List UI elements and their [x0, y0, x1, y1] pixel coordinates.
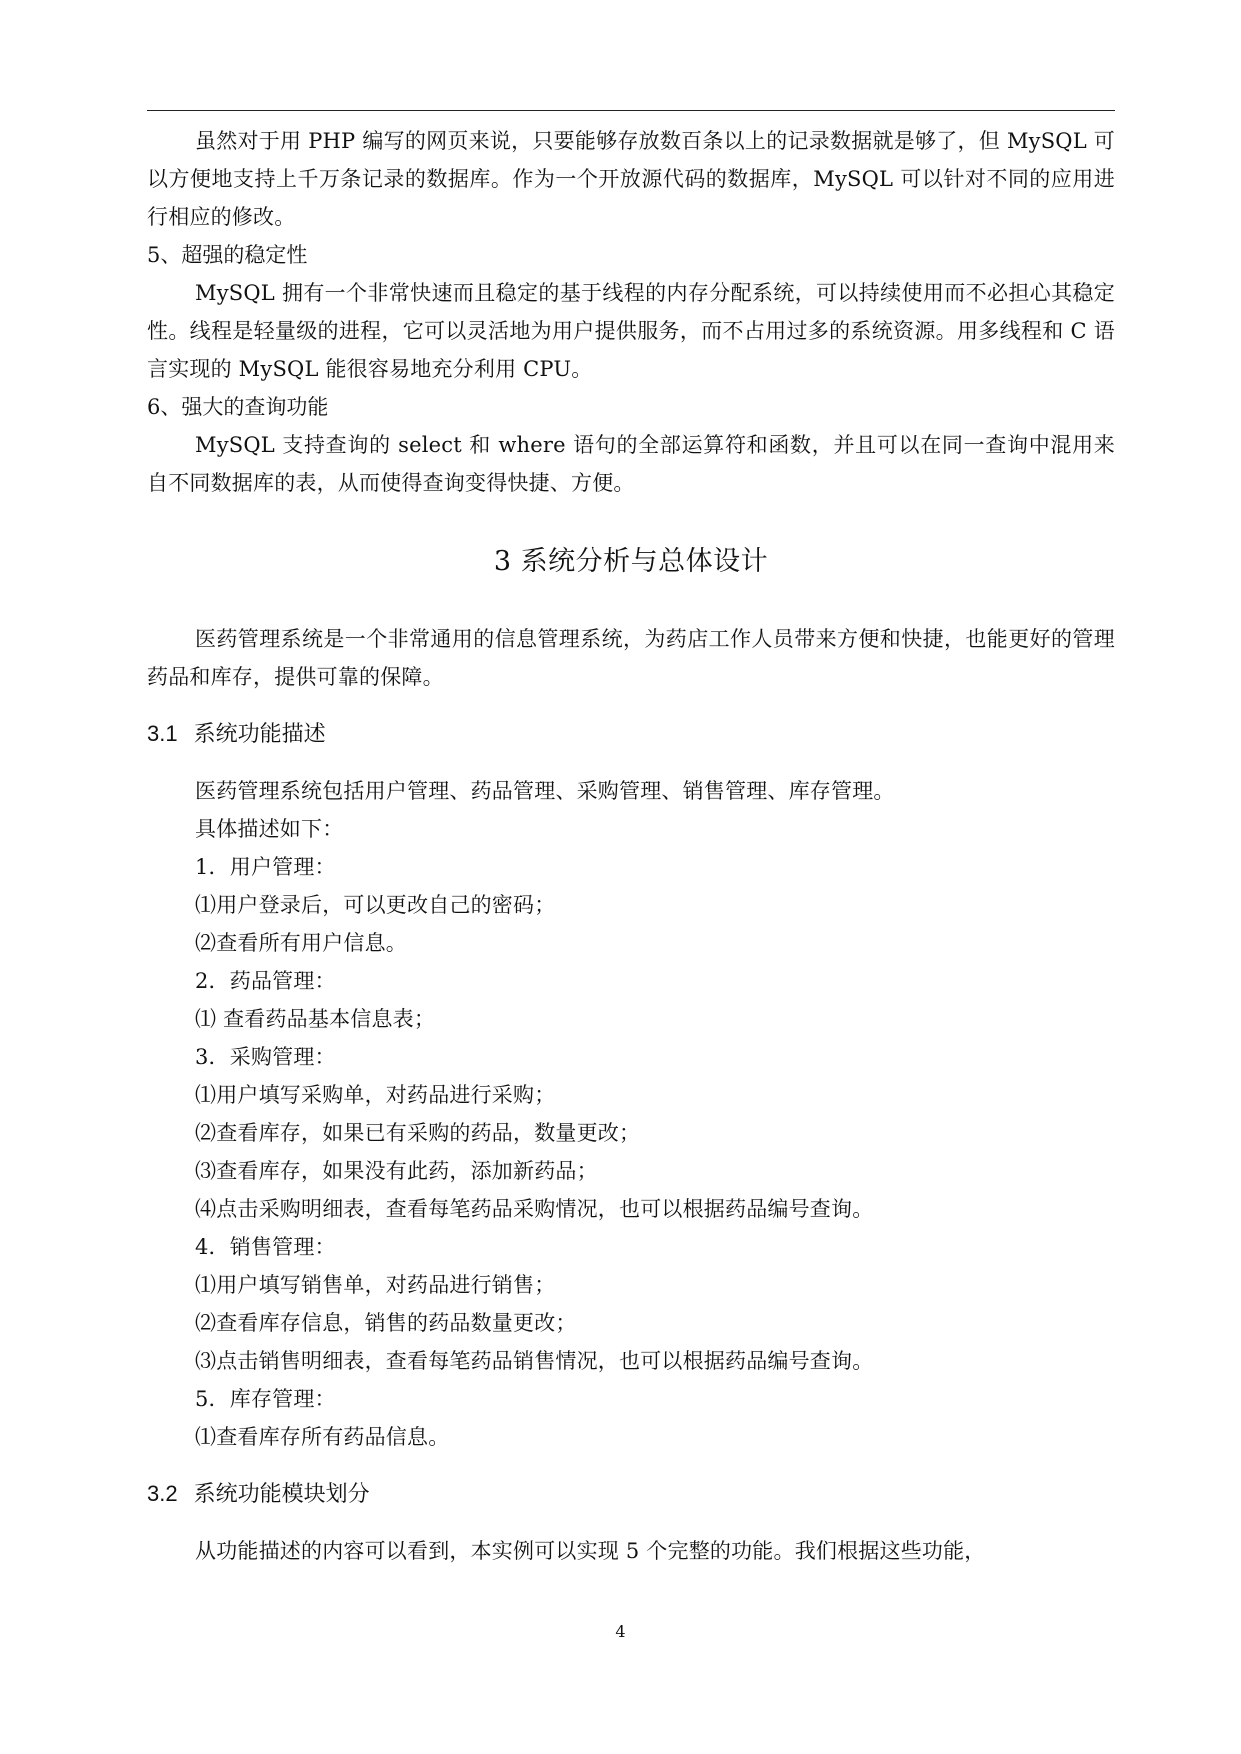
list-line: ⑴查看库存所有药品信息。: [195, 1425, 450, 1449]
paragraph-query: MySQL 支持查询的 select 和 where 语句的全部运算符和函数，并且可以在同一查询中混用来自不同数据库的表，从而使得查询变得快捷、方便。: [147, 433, 1115, 495]
list-line: ⑵查看库存，如果已有采购的药品，数量更改；: [195, 1121, 641, 1145]
list-line: 5．库存管理：: [195, 1387, 336, 1411]
list-line: ⑴用户登录后，可以更改自己的密码；: [195, 893, 556, 917]
list-line: ⑶点击销售明细表，查看每笔药品销售情况，也可以根据药品编号查询。: [195, 1349, 874, 1373]
page-body: [147, 122, 1115, 1570]
section-3-1-heading: [147, 716, 1115, 752]
section-number: 3.1: [147, 721, 178, 746]
list-line: 具体描述如下：: [195, 817, 344, 841]
chapter-intro: 医药管理系统是一个非常通用的信息管理系统，为药店工作人员带来方便和快捷，也能更好的管理药品和库存，提供可靠的保障。: [147, 627, 1115, 689]
section-number: 3.2: [147, 1481, 178, 1506]
section-3-2-heading: [147, 1476, 1115, 1512]
page-number: 4: [615, 1622, 626, 1641]
list-line: 4．销售管理：: [195, 1235, 336, 1259]
list-line: 3．采购管理：: [195, 1045, 336, 1069]
list-line: ⑵查看所有用户信息。: [195, 931, 407, 955]
list-line: ⑴用户填写采购单，对药品进行采购；: [195, 1083, 556, 1107]
list-line: ⑴ 查看药品基本信息表；: [195, 1007, 436, 1031]
paragraph-stability: MySQL 拥有一个非常快速而且稳定的基于线程的内存分配系统，可以持续使用而不必担心其稳定性。线程是轻量级的进程，它可以灵活地为用户提供服务，而不占用过多的系统资源。用多线程和 C 语言实现的 MySQL 能很容易地充分利用 CPU。: [147, 281, 1115, 381]
list-line: ⑴用户填写销售单，对药品进行销售；: [195, 1273, 556, 1297]
paragraph-mysql-capacity: 虽然对于用 PHP 编写的网页来说，只要能够存放数百条以上的记录数据就是够了，但 MySQL 可以方便地支持上千万条记录的数据库。作为一个开放源代码的数据库，MySQL 可以针对不同的应用进行相应的修改。: [147, 129, 1115, 229]
list-line: ⑶查看库存，如果没有此药，添加新药品；: [195, 1159, 598, 1183]
paragraph-modules: 从功能描述的内容可以看到，本实例可以实现 5 个完整的功能。我们根据这些功能，: [195, 1539, 986, 1563]
list-line: ⑷点击采购明细表，查看每笔药品采购情况，也可以根据药品编号查询。: [195, 1197, 874, 1221]
heading-query: 6、强大的查询功能: [147, 395, 329, 419]
section-title: 系统功能模块划分: [193, 1481, 370, 1506]
section-title: 系统功能描述: [193, 721, 326, 746]
list-line: 1．用户管理：: [195, 855, 336, 879]
heading-stability: 5、超强的稳定性: [147, 243, 308, 267]
list-line: 2．药品管理：: [195, 969, 336, 993]
list-line: 医药管理系统包括用户管理、药品管理、采购管理、销售管理、库存管理。: [195, 779, 895, 803]
list-line: ⑵查看库存信息，销售的药品数量更改；: [195, 1311, 577, 1335]
chapter-title: 3 系统分析与总体设计: [493, 546, 769, 577]
header-rule: [147, 110, 1115, 111]
